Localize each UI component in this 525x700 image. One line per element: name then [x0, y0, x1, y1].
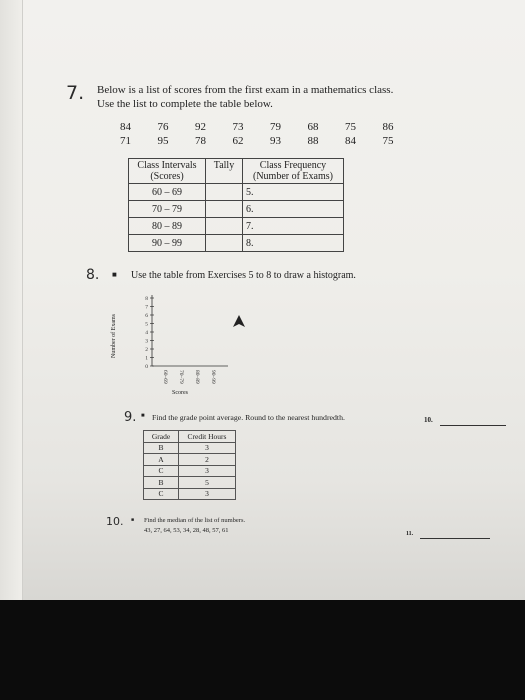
grade-cell: B: [144, 442, 179, 454]
score-value: 68: [307, 121, 319, 133]
score-value: 78: [195, 135, 206, 147]
score-value: 71: [120, 135, 131, 147]
y-tick-label: 1: [145, 355, 148, 362]
handwritten-number-10: 10.: [106, 515, 124, 528]
bullet-icon: ■: [131, 518, 135, 523]
y-tick-label: 4: [145, 330, 148, 336]
problem-7-line-2: Use the list to complete the table below.: [97, 98, 273, 110]
grade-header: Grade: [144, 431, 179, 443]
hours-cell: 3: [179, 442, 236, 454]
table-row: [144, 454, 236, 466]
problem-7-line-1: Below is a list of scores from the first exam in a mathematics class.: [97, 84, 394, 96]
grade-cell: A: [144, 454, 179, 466]
table-row: [144, 465, 236, 477]
score-value: 73: [232, 121, 244, 133]
frequency-cell[interactable]: 7.: [243, 218, 344, 235]
frequency-table-header: [129, 159, 344, 184]
score-value: 84: [120, 121, 131, 133]
tally-cell[interactable]: [206, 184, 243, 201]
score-value: 84: [345, 135, 356, 147]
score-row-2: [120, 135, 420, 149]
grade-cell: C: [144, 488, 179, 500]
y-tick-label: 0: [145, 364, 148, 370]
y-tick-label: 5: [145, 321, 148, 328]
problem-10-text: Find the median of the list of numbers.: [144, 517, 246, 524]
frequency-header-line-1: Class Frequency: [259, 160, 327, 171]
tally-cell[interactable]: [206, 201, 243, 218]
score-value: 76: [157, 121, 169, 133]
frequency-cell[interactable]: 5.: [243, 184, 344, 201]
frequency-header-line-2: (Number of Exams): [253, 171, 333, 182]
answer-label-10: 10.: [424, 416, 433, 424]
interval-cell: 90 – 99: [129, 235, 206, 252]
score-value: 86: [382, 121, 394, 133]
x-tick-label: 70–79: [178, 370, 184, 384]
intervals-header-line-2: (Scores): [150, 171, 184, 182]
table-row: [129, 184, 344, 201]
table-row: [129, 218, 344, 235]
answer-label-11: 11.: [406, 531, 414, 537]
hours-cell: 2: [179, 454, 236, 466]
frequency-header: [243, 159, 344, 184]
tally-cell[interactable]: [206, 218, 243, 235]
hours-cell: 3: [179, 488, 236, 500]
page-edge: [22, 0, 23, 600]
interval-cell: 60 – 69: [129, 184, 206, 201]
handwritten-number-7: 7.: [66, 82, 85, 104]
x-tick-label: 80–89: [194, 370, 200, 384]
score-value: 75: [345, 121, 356, 133]
score-value: 88: [307, 135, 319, 147]
table-row: [144, 477, 236, 489]
score-value: 92: [195, 121, 206, 133]
hours-cell: 3: [179, 465, 236, 477]
table-row: [129, 235, 344, 252]
intervals-header-line-1: Class Intervals: [137, 160, 197, 171]
x-axis-label: Scores: [172, 390, 188, 396]
handwritten-number-8: 8.: [86, 267, 100, 283]
cursor-icon: [233, 315, 245, 329]
grade-table-header: [144, 431, 236, 443]
hours-cell: 5: [179, 477, 236, 489]
y-tick-label: 7: [145, 304, 148, 311]
score-value: 79: [270, 121, 281, 133]
x-ticks: [162, 370, 216, 384]
grade-cell: C: [144, 465, 179, 477]
bullet-icon: ■: [141, 413, 145, 419]
grade-table: [143, 430, 236, 500]
y-tick-label: 2: [145, 347, 148, 353]
frequency-cell[interactable]: 8.: [243, 235, 344, 252]
interval-cell: 80 – 89: [129, 218, 206, 235]
answer-line-11[interactable]: [420, 538, 490, 539]
tally-cell[interactable]: [206, 235, 243, 252]
score-list: [120, 121, 420, 149]
score-value: 75: [382, 135, 394, 147]
problem-10-numbers: 43, 27, 64, 53, 34, 28, 48, 57, 61: [144, 527, 229, 534]
y-axis-label: Number of Exams: [111, 314, 117, 358]
dark-background: [0, 600, 525, 700]
table-row: [144, 488, 236, 500]
answer-line-10[interactable]: [440, 425, 506, 426]
x-tick-label: 60–69: [162, 370, 168, 384]
y-ticks: [145, 296, 154, 370]
intervals-header: [129, 159, 206, 184]
x-tick-label: 90–99: [210, 370, 216, 384]
score-value: 62: [232, 135, 244, 147]
handwritten-number-9: 9.: [124, 410, 137, 425]
y-tick-label: 3: [145, 338, 148, 345]
score-value: 95: [157, 135, 169, 147]
interval-cell: 70 – 79: [129, 201, 206, 218]
grade-cell: B: [144, 477, 179, 489]
table-row: [129, 201, 344, 218]
problem-9-text: Find the grade point average. Round to the nearest hundredth.: [152, 413, 345, 422]
y-tick-label: 8: [145, 296, 148, 302]
frequency-cell[interactable]: 6.: [243, 201, 344, 218]
credit-hours-header: Credit Hours: [179, 431, 236, 443]
score-row-1: [120, 121, 420, 135]
frequency-table: [128, 158, 344, 252]
table-row: [144, 442, 236, 454]
score-value: 93: [270, 135, 281, 147]
problem-8-text: Use the table from Exercises 5 to 8 to draw a histogram.: [131, 270, 356, 281]
tally-header: Tally: [206, 159, 243, 184]
y-tick-label: 6: [145, 313, 148, 319]
bullet-icon: ■: [112, 270, 117, 279]
histogram-axes: [130, 290, 240, 400]
page-shadow: [0, 0, 22, 600]
